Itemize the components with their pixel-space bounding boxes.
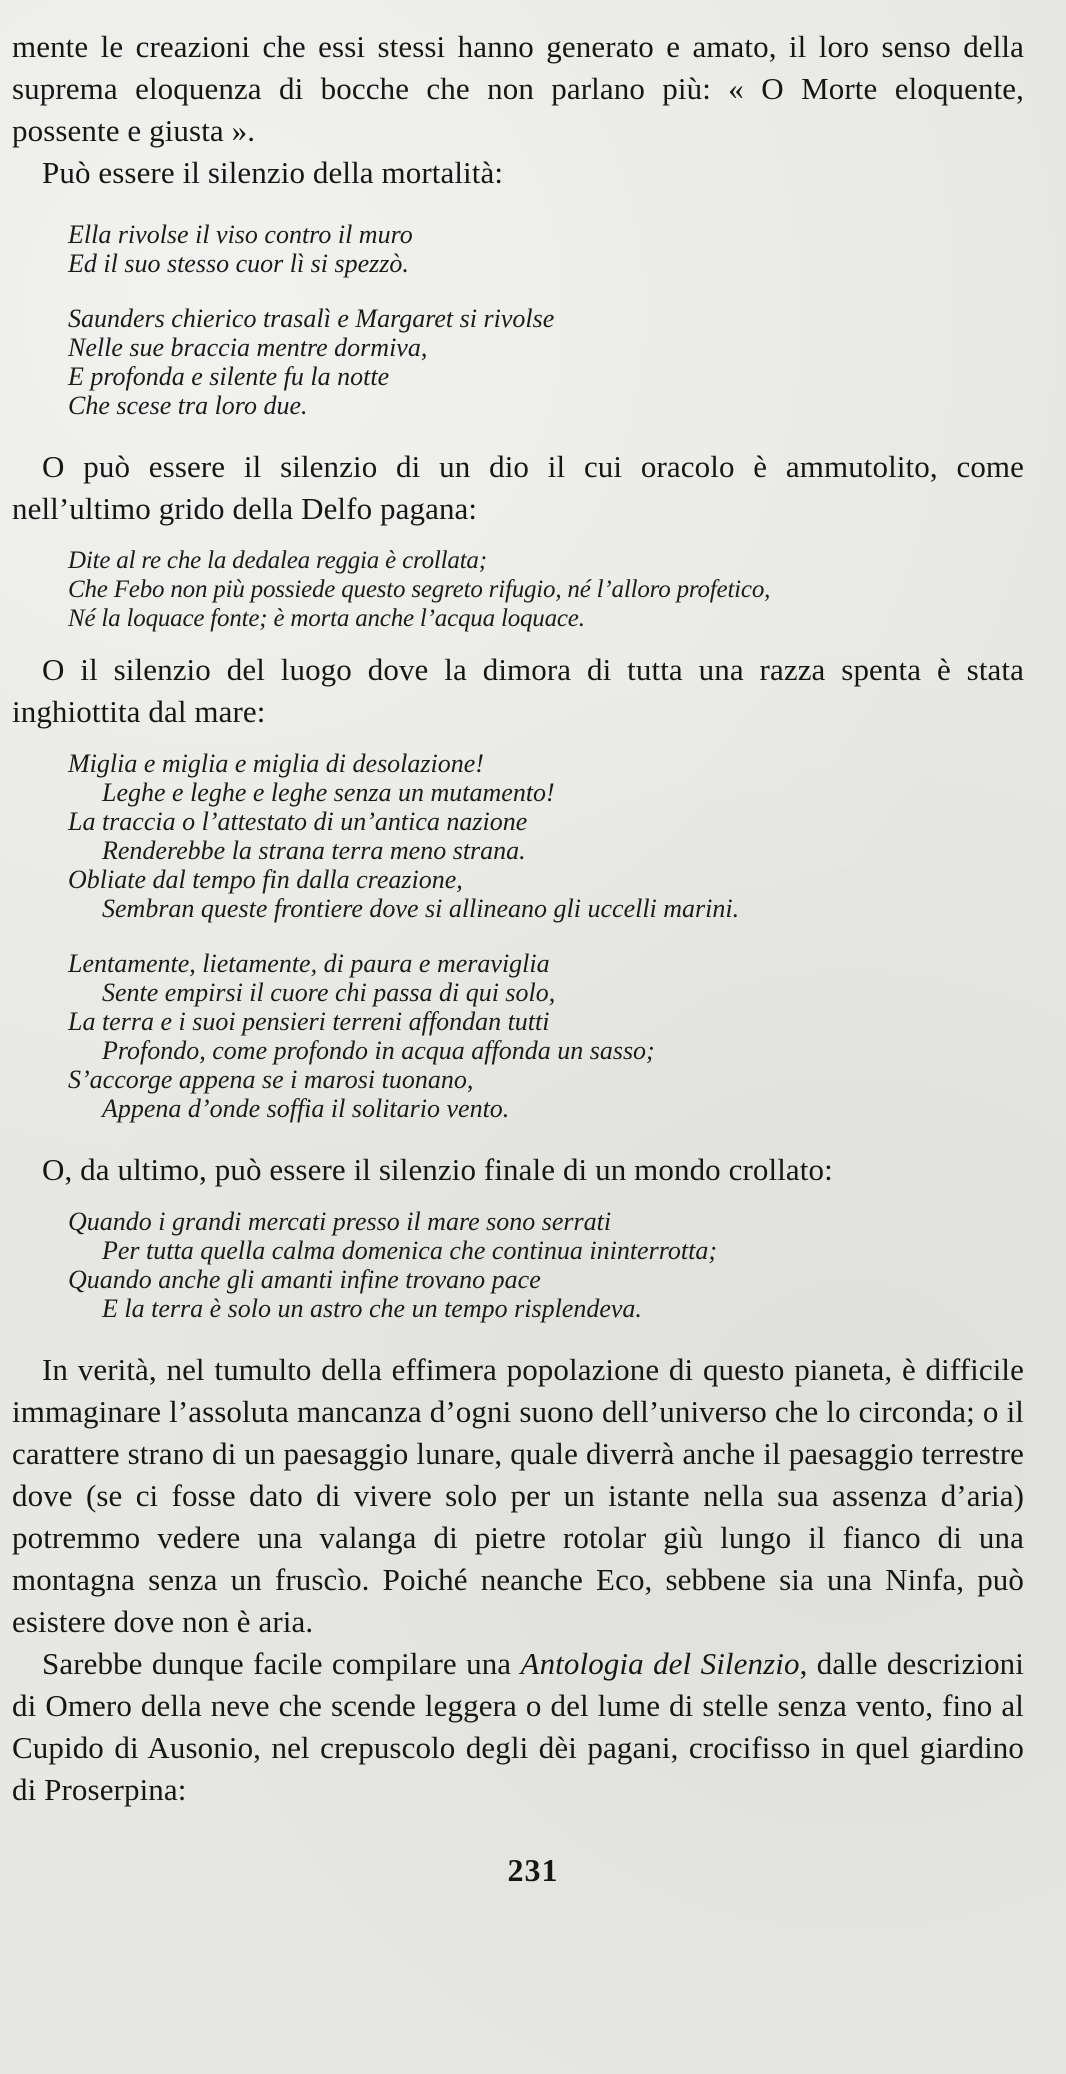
paragraph-opening: mente le creazioni che essi stessi hanno generato e amato, il loro senso della suprema eloquenza di bocche che non parlano più: « O Morte eloquente, possente e giusta ». [12, 29, 1024, 148]
verse-line: Ed il suo stesso cuor lì si spezzò. [68, 249, 409, 278]
verse-line: Saunders chierico trasalì e Margaret si rivolse [68, 304, 555, 333]
paragraph-sea-intro: O il silenzio del luogo dove la dimora di tutta una razza spenta è stata inghiottita dal mare: [12, 652, 1024, 729]
anthology-text-before: Sarebbe dunque facile compilare una [42, 1646, 521, 1681]
verse-line: Ella rivolse il viso contro il muro [68, 220, 413, 249]
verse-line: La traccia o l’attestato di un’antica nazione [68, 807, 528, 836]
paragraph-world-intro: O, da ultimo, può essere il silenzio finale di un mondo crollato: [42, 1152, 833, 1187]
verse-line: E profonda e silente fu la notte [68, 362, 390, 391]
verse-line: Lentamente, lietamente, di paura e meraviglia [68, 949, 550, 978]
verse-line: Profondo, come profondo in acqua affonda un sasso; [102, 1036, 655, 1065]
poem-mortality-stanza-2 [68, 304, 1024, 420]
verse-line: Né la loquace fonte; è morta anche l’acqua loquace. [68, 605, 585, 632]
anthology-text-after: , dalle descrizioni di Omero della neve che scende leggera o del lume di stelle senza vento, fino al Cupido di Ausonio, nel crepuscolo degli dèi pagani, crocifisso in quel giardino di Proserpina: [12, 1646, 1024, 1807]
paragraph-mortality-intro: Può essere il silenzio della mortalità: [42, 155, 504, 190]
verse-line: E la terra è solo un astro che un tempo risplendeva. [102, 1294, 642, 1323]
verse-line: Obliate dal tempo fin dalla creazione, [68, 865, 463, 894]
poem-sea-stanza-1 [68, 749, 1024, 923]
paragraph-universe-silence: In verità, nel tumulto della effimera popolazione di questo pianeta, è difficile immaginare l’assoluta mancanza d’ogni suono dell’universo che lo circonda; o il carattere strano di un paesaggio lunare, quale diverrà anche il paesaggio terrestre dove (se ci fosse dato di vivere solo per un istante nella sua assenza d’aria) potremmo vedere una valanga di pietre rotolar giù lungo il fianco di una montagna senza un fruscìo. Poiché neanche Eco, sebbene sia una Ninfa, può esistere dove non è aria. [12, 1352, 1024, 1639]
verse-line: S’accorge appena se i marosi tuonano, [68, 1065, 474, 1094]
verse-line: Che scese tra loro due. [68, 391, 308, 420]
verse-line: Dite al re che la dedalea reggia è crollata; [68, 547, 487, 574]
verse-line: Appena d’onde soffia il solitario vento. [102, 1094, 510, 1123]
verse-line: Leghe e leghe e leghe senza un mutamento! [102, 778, 555, 807]
poem-mortality-stanza-1 [68, 220, 1024, 278]
anthology-title: Antologia del Silenzio [520, 1646, 800, 1681]
poem-sea-stanza-2 [68, 949, 1024, 1123]
verse-line: Per tutta quella calma domenica che continua ininterrotta; [102, 1236, 717, 1265]
verse-line: La terra e i suoi pensieri terreni affondan tutti [68, 1007, 550, 1036]
poem-world [68, 1207, 1024, 1323]
verse-line: Quando anche gli amanti infine trovano pace [68, 1265, 541, 1294]
page-number: 231 [507, 1852, 559, 1888]
paragraph-anthology [12, 1643, 1024, 1811]
verse-line: Sembran queste frontiere dove si allineano gli uccelli marini. [102, 894, 740, 923]
paragraph-oracle-intro: O può essere il silenzio di un dio il cui oracolo è ammutolito, come nell’ultimo grido della Delfo pagana: [12, 449, 1024, 526]
verse-line: Nelle sue braccia mentre dormiva, [68, 333, 428, 362]
verse-line: Che Febo non più possiede questo segreto rifugio, né l’alloro profetico, [68, 576, 771, 603]
verse-line: Quando i grandi mercati presso il mare sono serrati [68, 1207, 612, 1236]
verse-line: Renderebbe la strana terra meno strana. [102, 836, 526, 865]
verse-line: Miglia e miglia e miglia di desolazione! [68, 749, 484, 778]
poem-delphi [68, 546, 1024, 633]
verse-line: Sente empirsi il cuore chi passa di qui solo, [102, 978, 556, 1007]
